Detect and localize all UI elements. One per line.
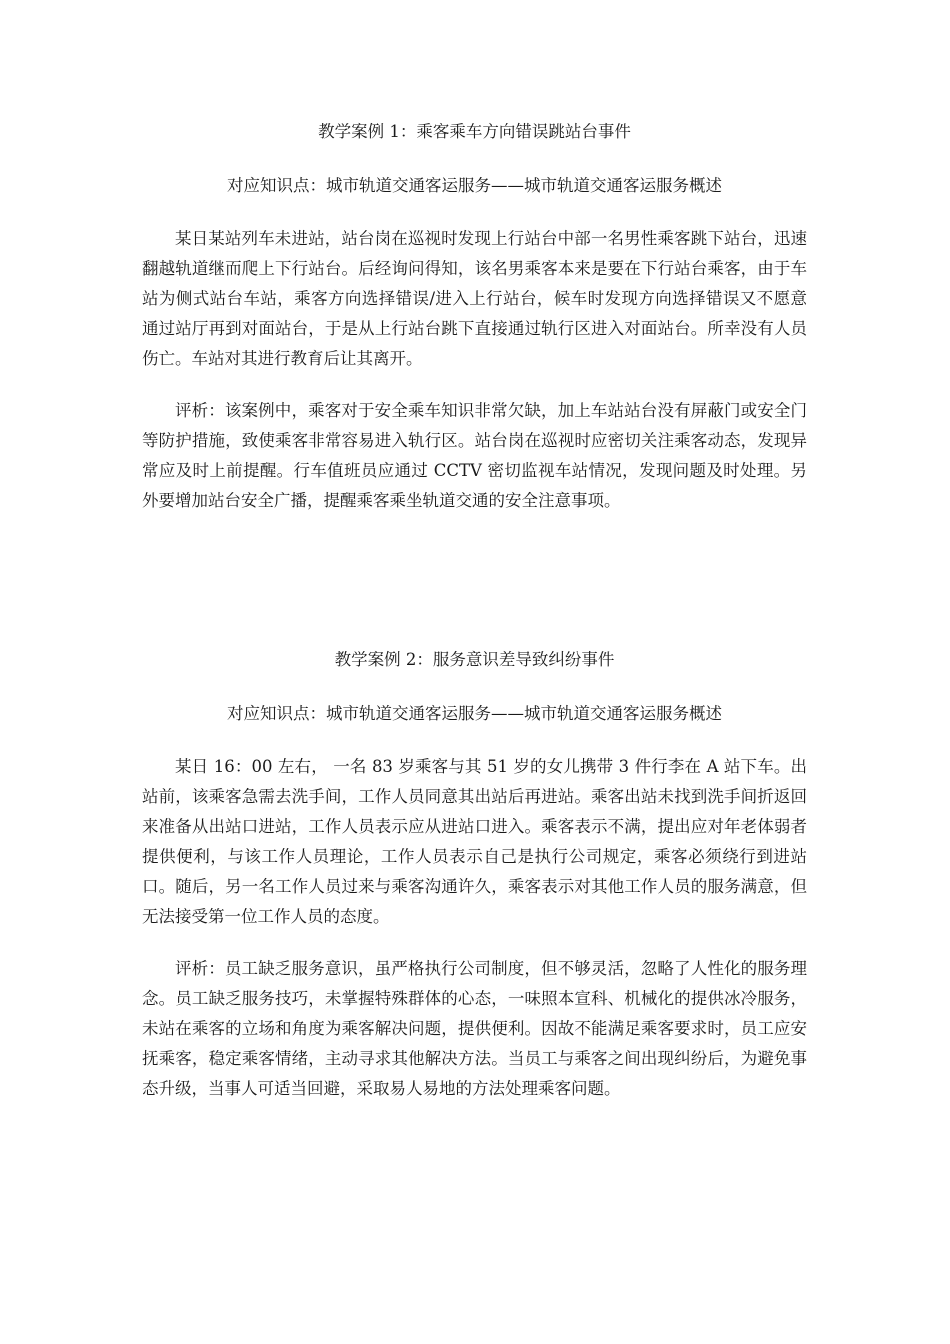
teaching-case-1 [142,120,807,516]
case-knowledge-point: 对应知识点：城市轨道交通客运服务——城市轨道交通客运服务概述 [227,176,722,195]
case-analysis: 评析：员工缺乏服务意识，虽严格执行公司制度，但不够灵活，忽略了人性化的服务理念。员工缺乏服务技巧，未掌握特殊群体的心态，一味照本宣科、机械化的提供冰冷服务，未站在乘客的立场和角度为乘客解决问题，提供便利。因故不能满足乘客要求时，员工应安抚乘客，稳定乘客情绪，主动寻求其他解决方法。当员工与乘客之间出现纠纷后，为避免事态升级，当事人可适当回避，采取易人易地的方法处理乘客问题。 [142,959,807,1098]
case-analysis: 评析：该案例中，乘客对于安全乘车知识非常欠缺，加上车站站台没有屏蔽门或安全门等防护措施，致使乘客非常容易进入轨行区。站台岗在巡视时应密切关注乘客动态，发现异常应及时上前提醒。行车值班员应通过 CCTV 密切监视车站情况，发现问题及时处理。另外要增加站台安全广播，提醒乘客乘坐轨道交通的安全注意事项。 [142,401,807,510]
case-title: 教学案例 2：服务意识差导致纠纷事件 [334,650,615,669]
case-description: 某日 16：00 左右， 一名 83 岁乘客与其 51 岁的女儿携带 3 件行李在 A 站下车。出站前，该乘客急需去洗手间，工作人员同意其出站后再进站。乘客出站未找到洗手间折返回来准备从出站口进站，工作人员表示应从进站口进入。乘客表示不满，提出应对年老体弱者提供便利，与该工作人员理论，工作人员表示自己是执行公司规定，乘客必须绕行到进站口。随后，另一名工作人员过来与乘客沟通许久，乘客表示对其他工作人员的服务满意，但无法接受第一位工作人员的态度。 [142,757,807,926]
case-title: 教学案例 1：乘客乘车方向错误跳站台事件 [318,122,631,141]
case-knowledge-point: 对应知识点：城市轨道交通客运服务——城市轨道交通客运服务概述 [227,704,722,723]
teaching-case-2 [142,648,807,1104]
case-description: 某日某站列车未进站，站台岗在巡视时发现上行站台中部一名男性乘客跳下站台，迅速翻越轨道继而爬上下行站台。后经询问得知，该名男乘客本来是要在下行站台乘客，由于车站为侧式站台车站，乘客方向选择错误/进入上行站台，候车时发现方向选择错误又不愿意通过站厅再到对面站台，于是从上行站台跳下直接通过轨行区进入对面站台。所幸没有人员伤亡。车站对其进行教育后让其离开。 [142,229,807,368]
